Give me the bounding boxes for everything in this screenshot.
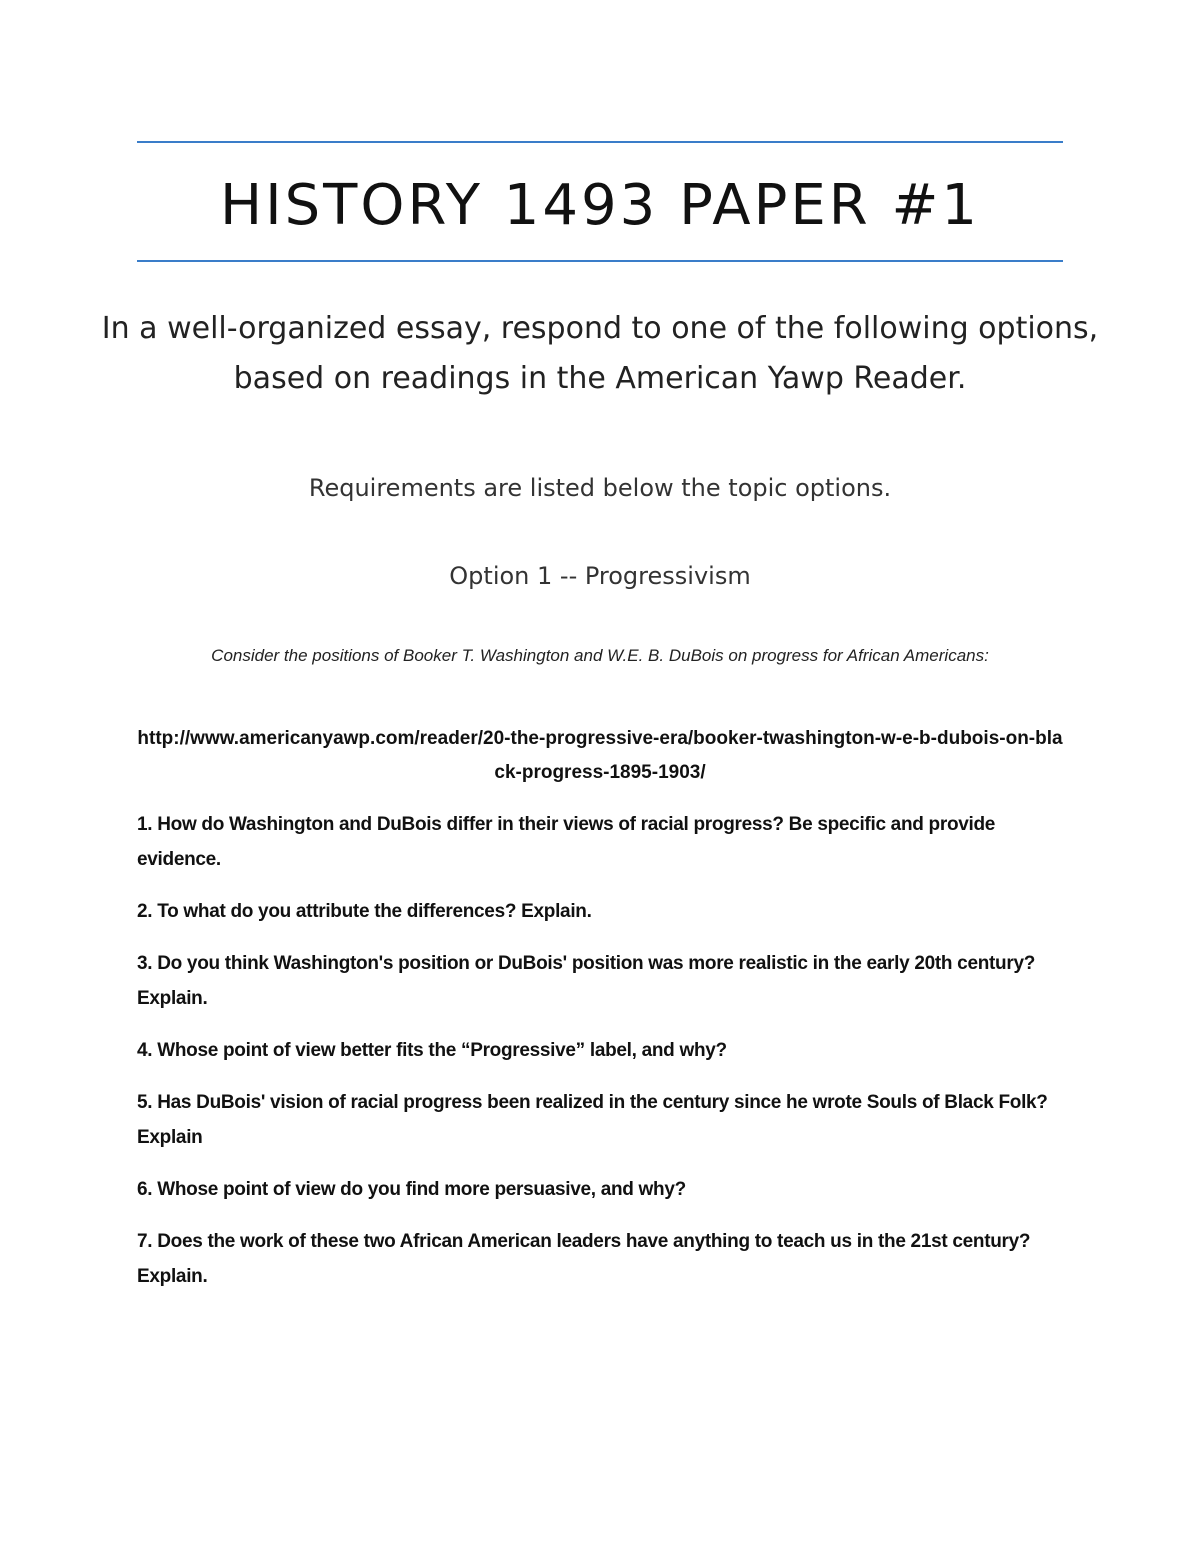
requirements-note: Requirements are listed below the topic options. [308, 474, 892, 502]
document-title: HISTORY 1493 PAPER #1 [219, 173, 981, 238]
question-list [137, 807, 1063, 1311]
question-item: 7. Does the work of these two African American leaders have anything to teach us in the 21st century? Explain. [137, 1231, 1031, 1287]
top-rule [137, 141, 1063, 143]
question-item: 6. Whose point of view do you find more persuasive, and why? [137, 1179, 686, 1200]
reading-link[interactable]: http://www.americanyawp.com/reader/20-the-progressive-era/booker-twashington-w-e-b-dubois-on-black-progress-1895-1903/ [137, 728, 1063, 783]
bottom-rule [137, 260, 1063, 262]
question-item: 2. To what do you attribute the differences? Explain. [137, 901, 592, 922]
question-item: 1. How do Washington and DuBois differ in their views of racial progress? Be specific and provide evidence. [137, 814, 996, 870]
prompt-text: Consider the positions of Booker T. Washington and W.E. B. DuBois on progress for African Americans: [211, 646, 989, 665]
question-item: 3. Do you think Washington's position or DuBois' position was more realistic in the early 20th century? Explain. [137, 953, 1036, 1009]
intro-paragraph: In a well-organized essay, respond to one of the following options, based on readings in the American Yawp Reader. [101, 311, 1099, 396]
question-item: 4. Whose point of view better fits the “Progressive” label, and why? [137, 1040, 727, 1061]
question-item: 5. Has DuBois' vision of racial progress been realized in the century since he wrote Souls of Black Folk? Explain [137, 1092, 1048, 1148]
option-heading: Option 1 -- Progressivism [449, 562, 751, 590]
